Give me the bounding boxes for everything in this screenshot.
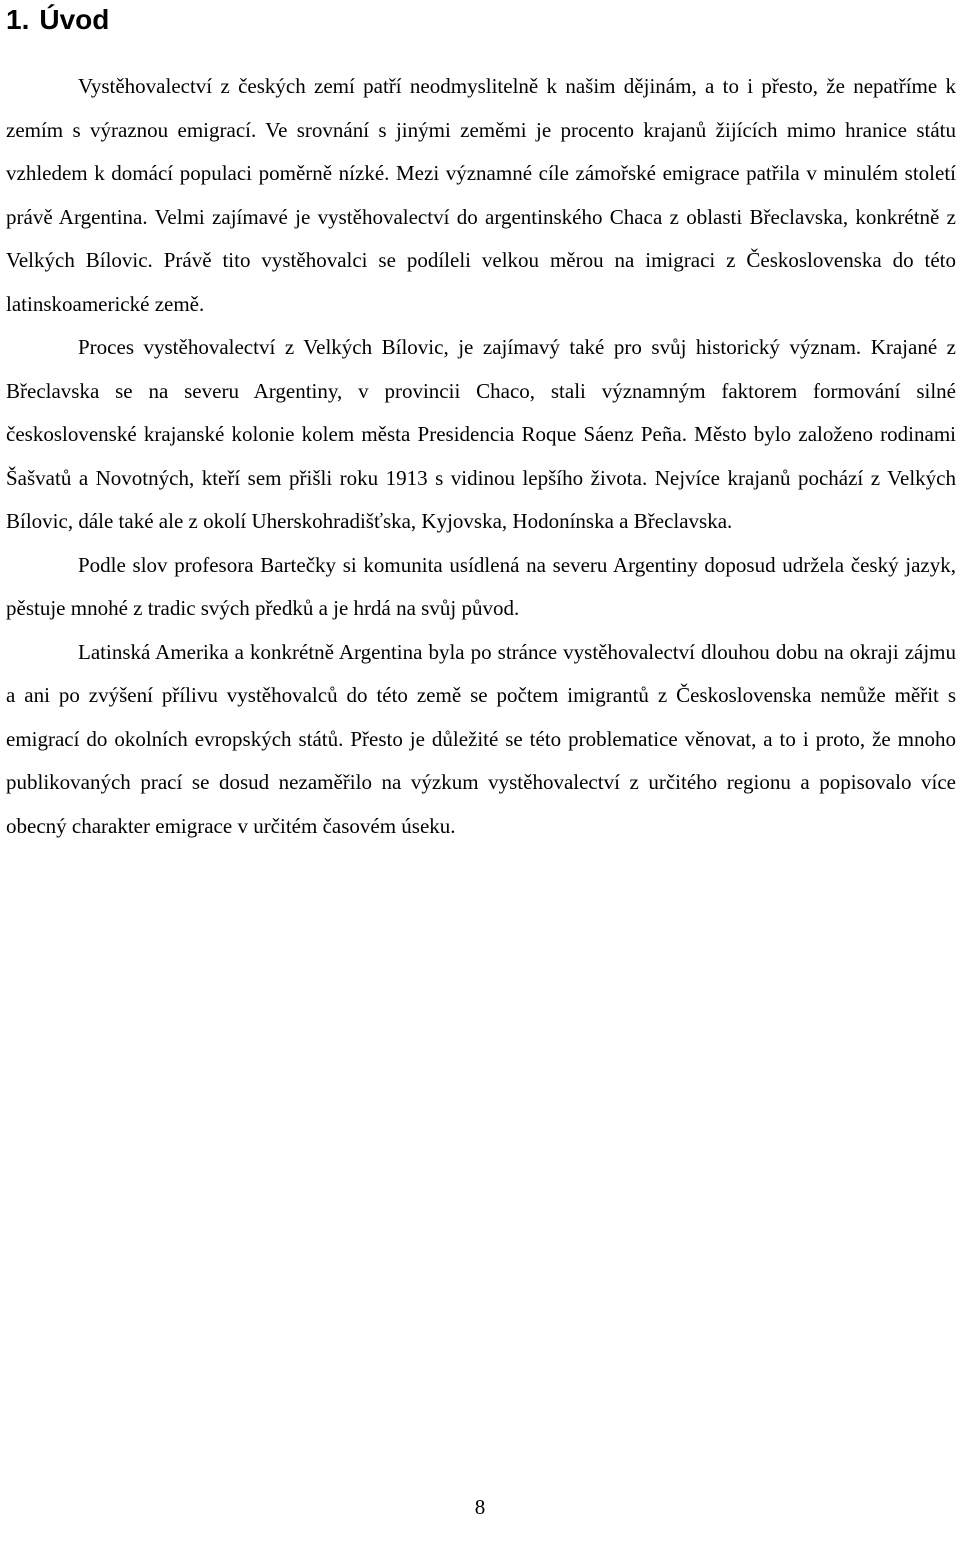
- paragraph: [6, 544, 956, 631]
- sentence: Nejvíce krajanů pochází z Velkých Bílovic, dále také ale z okolí Uherskohradišťska, Kyjovska, Hodonínska a Břeclavska.: [6, 465, 956, 533]
- chapter-title: Úvod: [39, 4, 110, 35]
- page-number: 8: [474, 1495, 486, 1519]
- sentence: Vystěhovalectví z českých zemí patří neodmyslitelně k našim dějinám, a to i přesto, že nepatříme k zemím s výraznou emigrací.: [6, 74, 956, 142]
- body-text: [6, 65, 956, 848]
- sentence: Mezi významné cíle zámořské emigrace patřila v minulém století právě Argentina.: [6, 161, 957, 229]
- chapter-number: 1.: [6, 4, 30, 35]
- sentence: Latinská Amerika a konkrétně Argentina byla po stránce vystěhovalectví dlouhou dobu na okraji zájmu a ani po zvýšení přílivu vystěhovalců do této země se počtem imigrantů z Československa nemůže měřit s emigrací do okolních evropských států.: [6, 639, 956, 751]
- sentence: Podle slov profesora Bartečky si komunita usídlená na severu Argentiny doposud udržela český jazyk, pěstuje mnohé z tradic svých předků a je hrdá na svůj původ.: [6, 552, 956, 620]
- sentence: Proces vystěhovalectví z Velkých Bílovic, je zajímavý také pro svůj historický význam.: [78, 335, 862, 359]
- sentence: Právě tito vystěhovalci se podíleli velkou měrou na imigraci z Československa do této latinskoamerické země.: [6, 248, 956, 316]
- chapter-heading: [6, 2, 109, 38]
- paragraph: [6, 65, 956, 326]
- sentence: Město bylo založeno rodinami Šašvatů a Novotných, kteří sem přišli roku 1913 s vidinou lepšího života.: [6, 422, 957, 490]
- paragraph: [6, 631, 956, 849]
- sentence: Přesto je důležité se této problematice věnovat, a to i proto, že mnoho publikovaných prací se dosud nezaměřilo na výzkum vystěhovalectví z určitého regionu a popisovalo více obecný charakter emigrace v určitém časovém úseku.: [6, 726, 957, 838]
- sentence: Krajané z Břeclavska se na severu Argentiny, v provincii Chaco, stali významným faktorem formování silné československé krajanské kolonie kolem města Presidencia Roque Sáenz Peña.: [6, 335, 957, 446]
- sentence: Velmi zajímavé je vystěhovalectví do argentinského Chaca z oblasti Břeclavska, konkrétně z Velkých Bílovic.: [6, 204, 956, 272]
- paragraph: [6, 326, 956, 544]
- sentence: Ve srovnání s jinými zeměmi je procento krajanů žijících mimo hranice státu vzhledem k domácí populaci poměrně nízké.: [6, 117, 956, 185]
